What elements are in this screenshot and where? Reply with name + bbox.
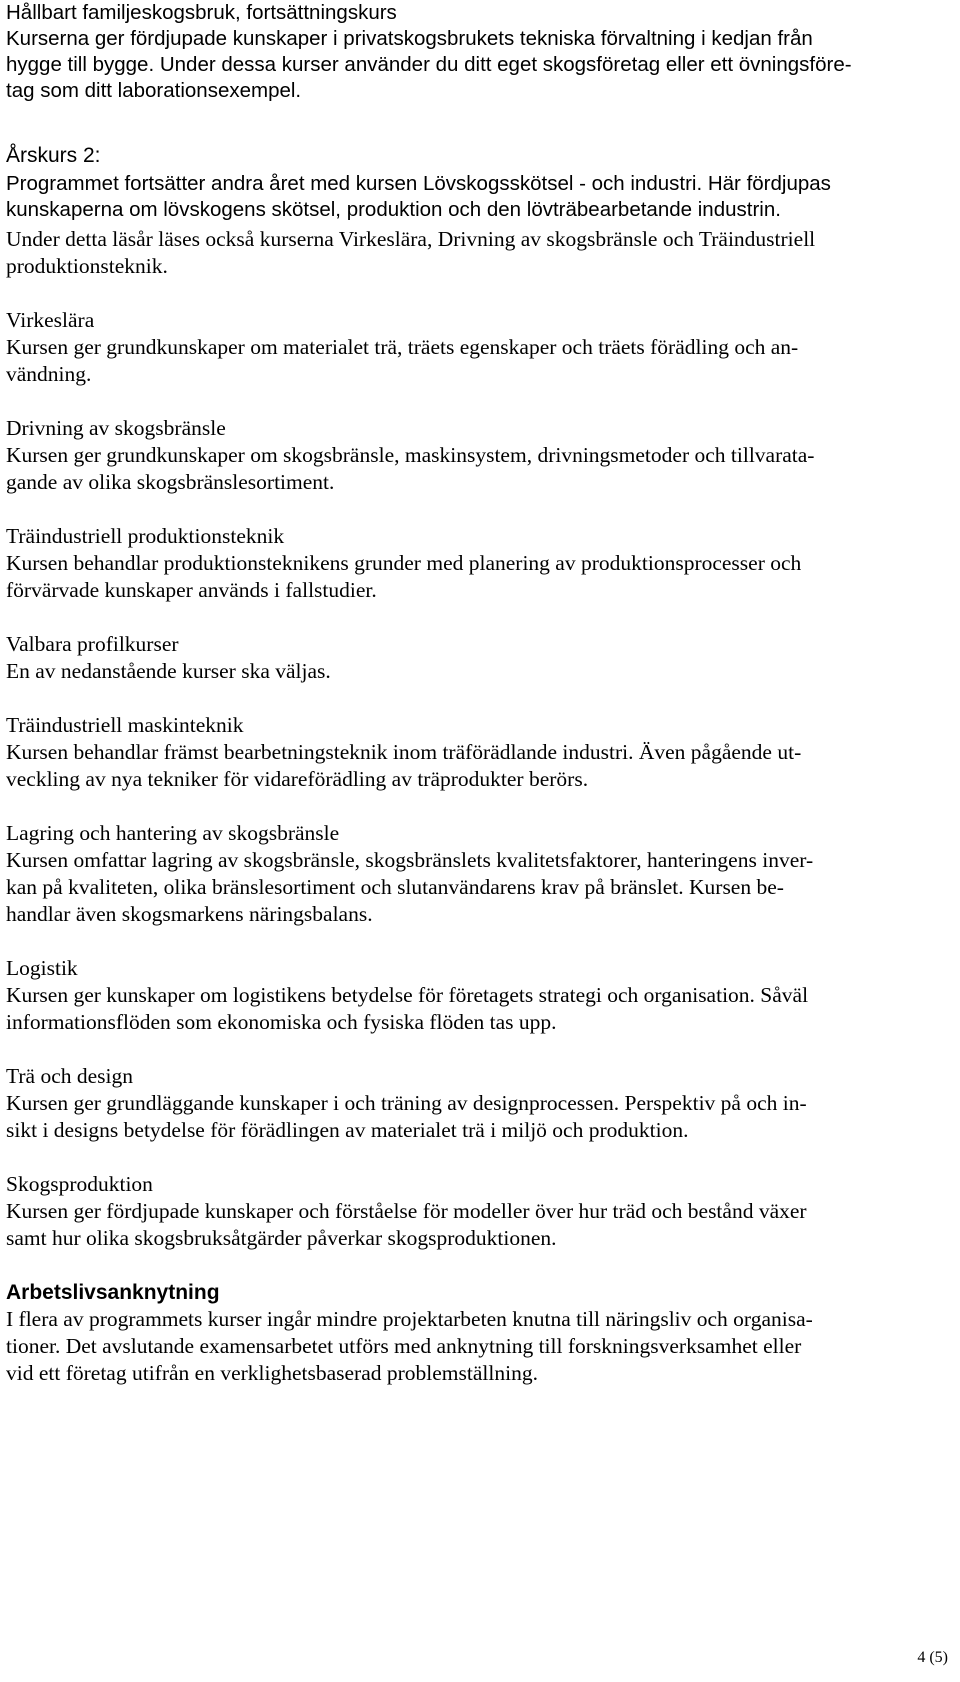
- year2-line: kunskaperna om lövskogens skötsel, produktion och den lövträbearbetande industrin.: [6, 198, 781, 221]
- intro-line: hygge till bygge. Under dessa kurser använder du ditt eget skogsföretag eller ett övningsföre-: [6, 53, 852, 76]
- course-maskinteknik: [6, 712, 946, 793]
- course-description-line: Kursen ger grundläggande kunskaper i och träning av designprocessen. Perspektiv på och in-: [6, 1091, 807, 1115]
- work-life-line: tioner. Det avslutande examensarbetet utförs med anknytning till forskningsverksamhet eller: [6, 1334, 802, 1358]
- course-virkeslara: [6, 307, 946, 388]
- course-name: Drivning av skogsbränsle: [6, 416, 226, 440]
- work-life-heading-block: [6, 1279, 946, 1306]
- course-description-line: informationsflöden som ekonomiska och fysiska flöden tas upp.: [6, 1010, 557, 1034]
- course-name: Träindustriell maskinteknik: [6, 713, 244, 737]
- course-produktionsteknik: [6, 523, 946, 604]
- intro-line: Kurserna ger fördjupade kunskaper i privatskogsbrukets tekniska förvaltning i kedjan från: [6, 27, 813, 50]
- intro-section: [6, 0, 946, 104]
- course-description-line: kan på kvaliteten, olika bränslesortiment och slutanvändarens krav på bränslet. Kursen be-: [6, 875, 784, 899]
- course-description-line: Kursen omfattar lagring av skogsbränsle, skogsbränslets kvalitetsfaktorer, hanteringens inver-: [6, 848, 814, 872]
- course-description-line: Kursen ger grundkunskaper om skogsbränsle, maskinsystem, drivningsmetoder och tillvarata-: [6, 443, 815, 467]
- work-life-heading: Arbetslivsanknytning: [6, 1281, 220, 1304]
- course-description-line: Kursen ger grundkunskaper om materialet trä, träets egenskaper och träets förädling och an-: [6, 335, 799, 359]
- work-life-section: [6, 1306, 946, 1387]
- course-name: Lagring och hantering av skogsbränsle: [6, 821, 340, 845]
- intro-line: tag som ditt laborationsexempel.: [6, 79, 302, 102]
- year2-section: [6, 171, 946, 223]
- year2-heading-block: [6, 142, 946, 169]
- course-name: Skogsproduktion: [6, 1172, 153, 1196]
- course-name: Trä och design: [6, 1064, 134, 1088]
- also-courses-line: Under detta läsår läses också kurserna Virkeslära, Drivning av skogsbränsle och Träindustriell: [6, 227, 816, 251]
- course-description-line: En av nedanstående kurser ska väljas.: [6, 659, 331, 683]
- course-drivning: [6, 415, 946, 496]
- course-description-line: sikt i designs betydelse för förädlingen av materialet trä i miljö och produktion.: [6, 1118, 689, 1142]
- course-design: [6, 1063, 946, 1144]
- course-name: Virkeslära: [6, 308, 95, 332]
- course-description-line: gande av olika skogsbränslesortiment.: [6, 470, 335, 494]
- course-description-line: Kursen ger fördjupade kunskaper och förståelse för modeller över hur träd och bestånd växer: [6, 1199, 807, 1223]
- work-life-line: vid ett företag utifrån en verklighetsbaserad problemställning.: [6, 1361, 538, 1385]
- course-description-line: Kursen behandlar produktionsteknikens grunder med planering av produktionsprocesser och: [6, 551, 802, 575]
- year2-line: Programmet fortsätter andra året med kursen Lövskogsskötsel - och industri. Här fördjupas: [6, 172, 831, 195]
- intro-title: Hållbart familjeskogsbruk, fortsättningskurs: [6, 1, 397, 24]
- course-name: Träindustriell produktionsteknik: [6, 524, 285, 548]
- course-description-line: förvärvade kunskaper används i fallstudier.: [6, 578, 377, 602]
- page-number: 4 (5): [917, 1649, 948, 1666]
- course-description-line: samt hur olika skogsbruksåtgärder påverkar skogsproduktionen.: [6, 1226, 557, 1250]
- elective-courses-intro: [6, 631, 946, 685]
- course-name: Valbara profilkurser: [6, 632, 179, 656]
- course-logistik: [6, 955, 946, 1036]
- work-life-line: I flera av programmets kurser ingår mindre projektarbeten knutna till näringsliv och organisa-: [6, 1307, 813, 1331]
- course-description-line: Kursen ger kunskaper om logistikens betydelse för företagets strategi och organisation. Såväl: [6, 983, 809, 1007]
- also-courses-line: produktionsteknik.: [6, 254, 168, 278]
- year2-heading: Årskurs 2:: [6, 144, 101, 167]
- course-lagring: [6, 820, 946, 928]
- course-description-line: veckling av nya tekniker för vidareförädling av träprodukter berörs.: [6, 767, 589, 791]
- course-skogsproduktion: [6, 1171, 946, 1252]
- course-name: Logistik: [6, 956, 78, 980]
- course-description-line: vändning.: [6, 362, 92, 386]
- course-description-line: handlar även skogsmarkens näringsbalans.: [6, 902, 373, 926]
- course-description-line: Kursen behandlar främst bearbetningsteknik inom träförädlande industri. Även pågående ut-: [6, 740, 802, 764]
- also-courses-section: [6, 226, 946, 280]
